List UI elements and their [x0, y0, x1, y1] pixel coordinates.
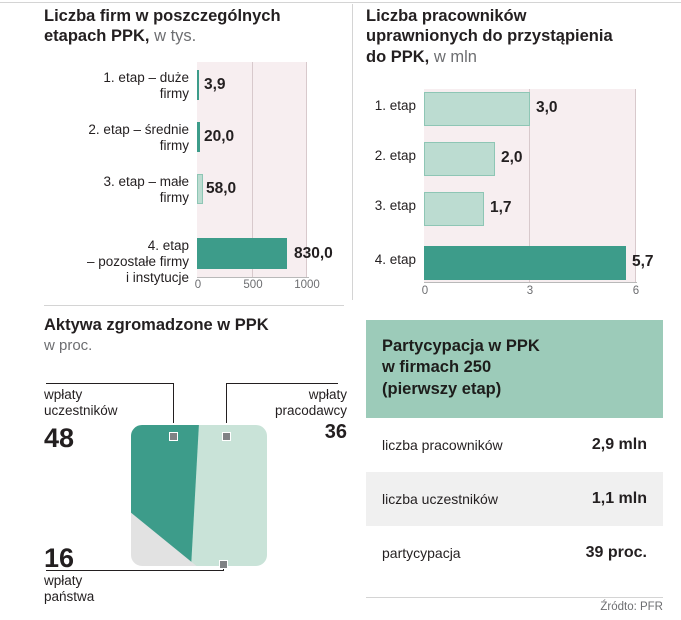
table-header: [366, 320, 663, 418]
chart2-value-4: 5,7: [632, 253, 654, 270]
chart2-bar-3: [424, 192, 484, 226]
participation-table: [366, 320, 663, 580]
value-state: 16: [44, 543, 75, 573]
chart2-value-1: 3,0: [536, 99, 558, 116]
chart1-title-line2: etapach PPK,: [44, 27, 150, 46]
leader-participants-horizontal: [46, 383, 174, 384]
table-cell-value: 2,9 mln: [591, 436, 647, 454]
chart1-xtick-0: 0: [194, 279, 202, 291]
chart1-row-label-1: 1. etap – duże firmy: [103, 70, 189, 101]
chart1-row-label-3: 3. etap – małe firmy: [103, 174, 189, 205]
source-rule: [366, 597, 663, 598]
marker-state: [219, 560, 228, 569]
chart2-title-line2: uprawnionych do przystąpienia: [366, 27, 613, 46]
label-state: wpłaty państwa: [44, 573, 95, 605]
chart2-value-3: 1,7: [490, 199, 512, 216]
leader-employer-horizontal: [226, 383, 338, 384]
chart2-xtick-3: 3: [526, 285, 534, 297]
chart-ppk-assets: [44, 315, 349, 610]
chart1-x-axis: [197, 277, 309, 278]
chart-firms-by-stage: [44, 6, 349, 301]
chart1-row-label-4: 4. etap – pozostałe firmy i instytucje: [86, 238, 189, 285]
chart1-bottom-rule: [44, 305, 344, 306]
table-cell-key: liczba uczestników: [382, 491, 498, 508]
chart1-xtick-1000: 1000: [294, 279, 320, 291]
chart3-subtitle: w proc.: [44, 337, 93, 354]
chart1-title-unit: w tys.: [154, 27, 197, 46]
chart2-bar-1: [424, 92, 530, 126]
chart1-xtick-500: 500: [243, 279, 263, 291]
chart2-row-label-4: 4. etap: [374, 252, 416, 267]
chart2-value-2: 2,0: [501, 149, 523, 166]
marker-participants: [169, 432, 178, 441]
chart2-title-line1: Liczba pracowników: [366, 7, 527, 25]
chart1-title: [44, 6, 344, 47]
chart-employees-entitled: [366, 6, 676, 301]
chart1-bar-3: [197, 174, 203, 204]
value-participants: 48: [44, 423, 75, 453]
table-cell-value: 39 proc.: [585, 544, 647, 562]
table-cell-key: liczba pracowników: [382, 437, 503, 454]
chart1-title-line1: Liczba firm w poszczególnych: [44, 7, 281, 25]
chart2-xtick-6: 6: [632, 285, 640, 297]
label-participants: wpłaty uczestników: [44, 387, 118, 419]
source-note: Źródto: PFR: [600, 601, 663, 613]
chart2-bar-4: [424, 246, 626, 280]
table-row: [366, 472, 663, 526]
chart2-row-label-3: 3. etap: [374, 198, 416, 213]
chart1-value-3: 58,0: [206, 180, 237, 197]
table-cell-key: partycypacja: [382, 545, 461, 562]
chart1-bar-1: [197, 70, 199, 100]
chart1-row-label-2: 2. etap – średnie firmy: [88, 122, 189, 153]
chart1-value-1: 3,9: [204, 76, 226, 93]
square-pie-graphic: [129, 423, 269, 568]
value-employer: 36: [324, 421, 347, 443]
chart2-title-line3: do PPK,: [366, 47, 430, 66]
table-title: Partycypacja w PPK w firmach 250 (pierwszy etap): [382, 337, 540, 398]
chart2-bar-2: [424, 142, 495, 176]
table-cell-value: 1,1 mln: [591, 490, 647, 508]
chart2-title: [366, 6, 666, 67]
chart3-title: Aktywa zgromadzone w PPK: [44, 316, 269, 334]
chart2-row-label-1: 1. etap: [374, 98, 416, 113]
chart2-xtick-0: 0: [421, 285, 429, 297]
chart2-title-unit: w mln: [433, 47, 477, 66]
chart1-bar-4: [197, 238, 287, 269]
top-rule: [0, 2, 681, 3]
chart2-x-axis: [424, 282, 637, 283]
chart1-value-4: 830,0: [294, 245, 333, 262]
chart1-bar-2: [197, 122, 200, 152]
chart1-value-2: 20,0: [204, 128, 235, 145]
table-row: [366, 526, 663, 580]
square-pie-svg: [129, 423, 269, 568]
table-row: [366, 418, 663, 472]
marker-employer: [222, 432, 231, 441]
column-divider: [352, 4, 353, 300]
chart2-row-label-2: 2. etap: [374, 148, 416, 163]
label-employer: wpłaty pracodawcy: [274, 387, 347, 419]
